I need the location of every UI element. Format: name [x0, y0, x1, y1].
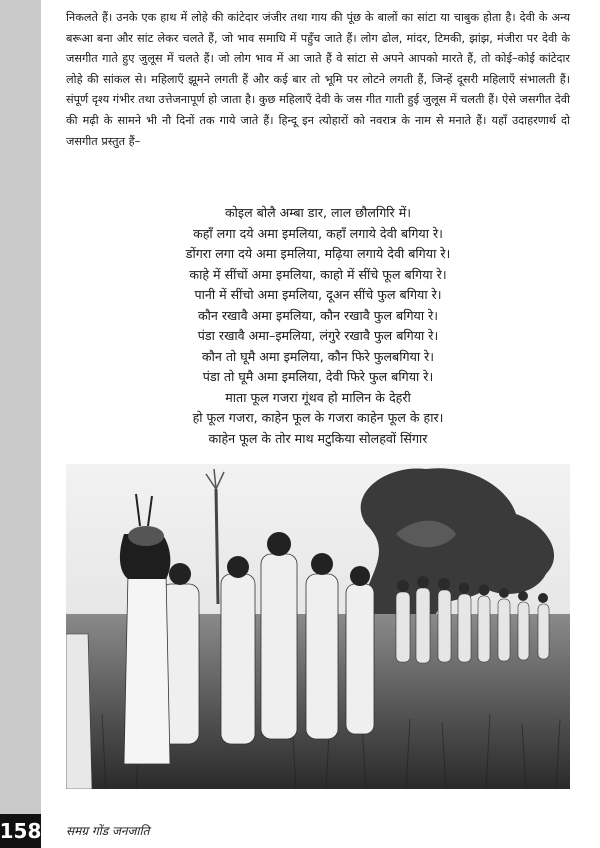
poem-line: पंडा तो घूमै अमा इमलिया, देवी फिरे फुल बगिया रे।: [202, 369, 434, 384]
poem-line: कौन रखावै अमा इमलिया, कौन रखावै फुल बगिया रे।: [197, 307, 439, 323]
page-number: 158: [0, 814, 41, 848]
poem-line: पानी में सींचो अमा इमलिया, दूअन सींचे फुल बगिया रे।: [194, 287, 442, 302]
poem-line: पंडा रखावै अमा–इमलिया, लंगुरे रखावै फुल बगिया रे।: [197, 328, 439, 343]
poem-line: हो फूल गजरा, काहेन फूल के गजरा काहेन फूल के हार।: [192, 410, 444, 425]
page-side-strip: [0, 0, 41, 848]
poem-line: कहाँ लगा दये अमा इमलिया, कहाँ लगाये देवी बगिया रे।: [193, 225, 443, 241]
poem-line: काहे में सींचों अमा इमलिया, काहो में सींचे फूल बगिया रे।: [189, 266, 447, 282]
procession-photo: [66, 464, 570, 789]
poem-line: माता फूल गजरा गूंथव हो मालिन के देहरी: [225, 389, 411, 405]
jasgeet-poem: [66, 203, 570, 449]
poem-line: काहेन फूल के तोर माथ मटुकिया सोलहवों सिंगार: [208, 430, 428, 446]
poem-line: कौन तो घूमै अमा इमलिया, कौन फिरे फुलबगिया रे।: [201, 348, 435, 364]
body-paragraph: निकलते हैं। उनके एक हाथ में लोहे की कांटेदार जंजीर तथा गाय की पूंछ के बालों का सांटा या चाबुक होता है। देवी के अन्य बरूआ बना और सांट लेकर चलते हैं, जो भाव समाधि में पहुँच जाते हैं। लोग ढोल, मांदर, टिमकी, झांझ, मंजीरा पर देवी के जसगीत गाते हुए जुलूस में चलते हैं। जो लोग भाव में आ जाते हैं वे सांटा से अपने आपको मारते हैं, तो कोई–कोई कांटेदार लोहे की सांकल से। महिलाएँ झूमने लगती हैं और कई बार तो भूमि पर लोटने लगती हैं, जिन्हें दूसरी महिलाएँ संभालती हैं। संपूर्ण दृश्य गंभीर तथा उत्तेजनापूर्ण हो जाता है। कुछ महिलाएँ देवी के जस गीत गाती हुई जुलूस में चलती हैं। ऐसे जसगीत देवी की मढ़ी के सामने भी नौ दिनों तक गाये जाते हैं। हिन्दू इन त्योहारों को नवरात्र के नाम से मनाते हैं। यहाँ उदाहरणार्थ दो जसगीत प्रस्तुत हैं–: [66, 11, 570, 148]
poem-line: डोंगरा लगा दये अमा इमलिया, मढ़िया लगाये देवी बगिया रे।: [185, 246, 451, 261]
footer-book-title: समग्र गोंड जनजाति: [66, 824, 150, 838]
poem-line: कोइल बोलै अम्बा डार, लाल छौलगिरि में।: [224, 205, 412, 220]
